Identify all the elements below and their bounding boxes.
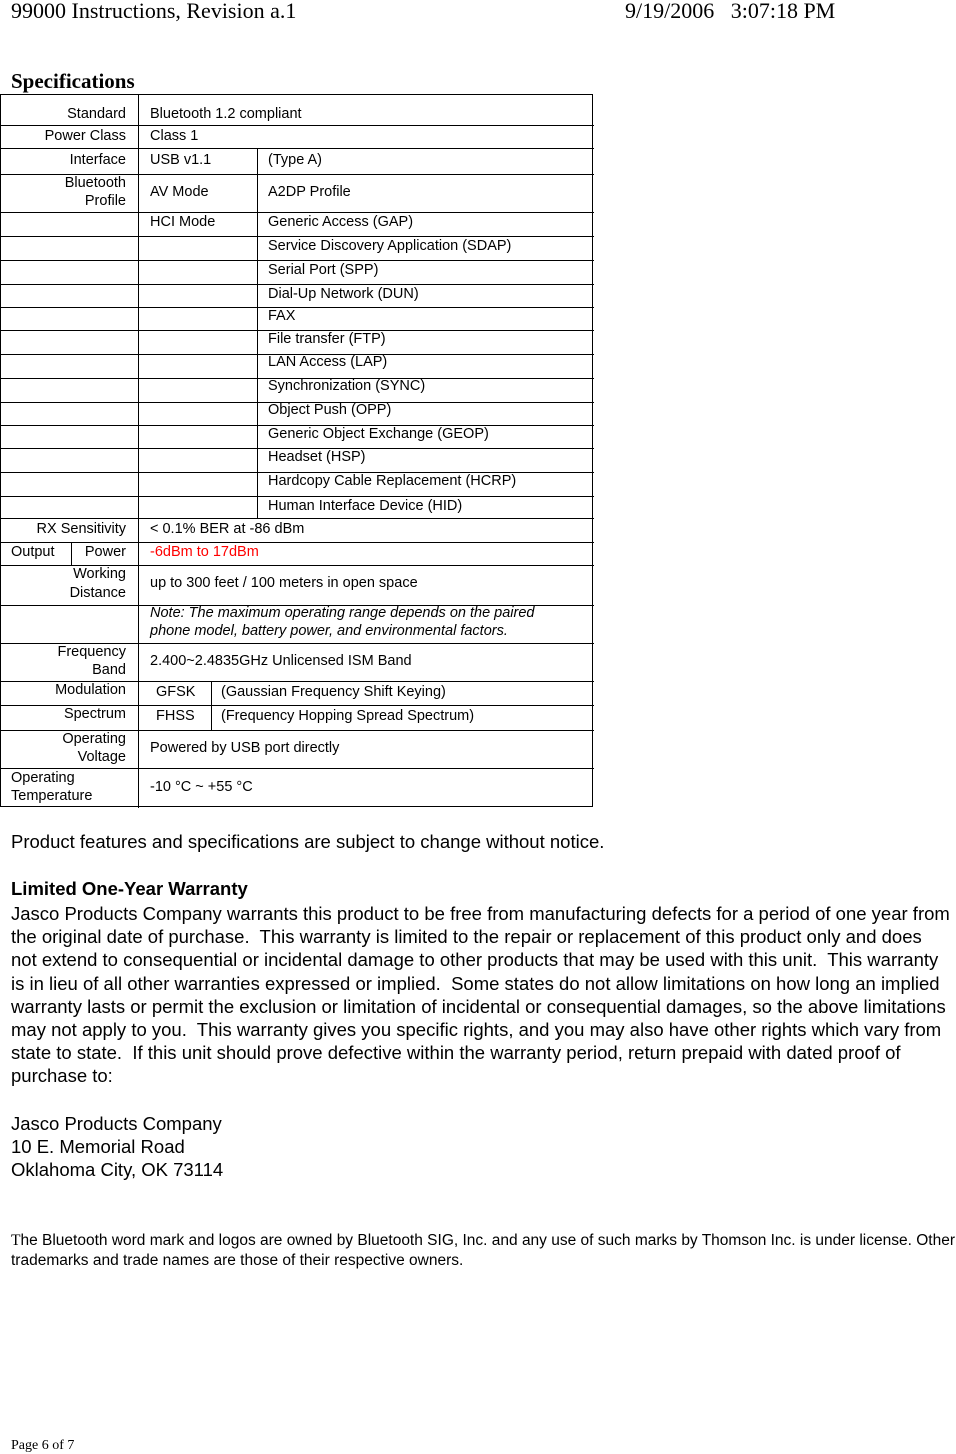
row-divider [1, 284, 594, 285]
profile-item: Object Push (OPP) [268, 402, 392, 418]
trademark-initial: T [11, 1232, 21, 1249]
profile-item: Serial Port (SPP) [268, 262, 379, 278]
profile-item: File transfer (FTP) [268, 331, 386, 347]
page-number: Page 6 of 7 [11, 1438, 75, 1453]
working-distance-label-line2: Distance [69, 585, 126, 601]
range-note-line1: Note: The maximum operating range depends on the paired [150, 605, 535, 621]
operating-temperature-value: -10 °C ~ +55 °C [150, 779, 253, 795]
column-divider [138, 768, 139, 808]
row-divider [1, 307, 594, 308]
av-mode: AV Mode [150, 184, 209, 200]
interface-type: (Type A) [268, 152, 322, 168]
operating-temperature-label-line1: Operating [11, 770, 75, 786]
operating-voltage-value: Powered by USB port directly [150, 740, 340, 756]
range-note-line2: phone model, battery power, and environmental factors. [150, 623, 508, 639]
frequency-band-value: 2.400~2.4835GHz Unlicensed ISM Band [150, 653, 412, 669]
row-divider [1, 125, 594, 126]
spectrum-code: FHSS [156, 708, 195, 724]
profile-item: Dial-Up Network (DUN) [268, 286, 419, 302]
rx-sensitivity-label: RX Sensitivity [36, 521, 126, 537]
interface-value: USB v1.1 [150, 152, 212, 168]
working-distance-label-line1: Working [73, 566, 126, 582]
profile-item: Synchronization (SYNC) [268, 378, 426, 394]
trademark-notice [11, 1231, 956, 1271]
standard-value: Bluetooth 1.2 compliant [150, 106, 302, 122]
row-divider [1, 518, 594, 519]
row-divider [1, 236, 594, 237]
warranty-heading: Limited One-Year Warranty [11, 878, 248, 899]
power-class-label: Power Class [44, 128, 126, 144]
profile-item: Hardcopy Cable Replacement (HCRP) [268, 473, 517, 489]
bluetooth-profile-label-line2: Profile [84, 193, 126, 209]
row-divider [1, 542, 594, 543]
specifications-heading: Specifications [11, 69, 135, 93]
interface-label: Interface [69, 152, 126, 168]
profile-item: Service Discovery Application (SDAP) [268, 238, 512, 254]
profile-item: Generic Access (GAP) [268, 214, 414, 230]
change-notice: Product features and specifications are subject to change without notice. [11, 831, 605, 852]
operating-voltage-label-line1: Operating [62, 731, 126, 747]
column-divider [257, 148, 258, 174]
modulation-code: GFSK [156, 684, 196, 700]
row-divider [1, 496, 594, 497]
address-line2: 10 E. Memorial Road [11, 1136, 185, 1157]
document-header-timestamp: 9/19/2006 3:07:18 PM [625, 0, 836, 23]
column-divider [211, 681, 212, 730]
operating-voltage-label-line2: Voltage [77, 749, 126, 765]
spectrum-label: Spectrum [63, 706, 126, 722]
power-class-value: Class 1 [150, 128, 199, 144]
frequency-band-label-line1: Frequency [57, 644, 126, 660]
profile-item: Human Interface Device (HID) [268, 498, 463, 514]
row-divider [1, 260, 594, 261]
standard-label: Standard [67, 106, 126, 122]
profile-item: Generic Object Exchange (GEOP) [268, 426, 489, 442]
rx-sensitivity-value: < 0.1% BER at -86 dBm [150, 521, 305, 537]
trademark-text: he Bluetooth word mark and logos are owned by Bluetooth SIG, Inc. and any use of such marks by Thomson Inc. is under license. Other trademarks and trade names are those of their respective owners. [11, 1232, 955, 1269]
column-divider [71, 542, 72, 565]
spectrum-description: (Frequency Hopping Spread Spectrum) [221, 708, 475, 724]
row-divider [1, 768, 594, 769]
output-label: Output [11, 544, 55, 560]
bluetooth-profile-label-line1: Bluetooth [64, 175, 126, 191]
column-divider [138, 95, 139, 518]
profile-item: LAN Access (LAP) [268, 354, 388, 370]
operating-temperature-label-line2: Temperature [11, 788, 93, 804]
modulation-description: (Gaussian Frequency Shift Keying) [221, 684, 446, 700]
warranty-body: Jasco Products Company warrants this product to be free from manufacturing defects for a period of one year from the original date of purchase. This warranty is limited to the repair or replacement of this product only and does not extend to consequential or incidental damage to other products that may be used with this unit. This warranty is in lieu of all other warranties expressed or implied. Some states do not allow limitations on how long an implied warranty lasts or permit the exclusion or limitation of incidental or consequential damages, so the above limitations may not apply to you. This warranty gives you specific rights, and you may also have other rights which vary from state to state. If this unit should prove defective within the warranty period, return prepaid with dated proof of purchase to: [11, 903, 955, 1087]
av-profile: A2DP Profile [268, 184, 351, 200]
working-distance-value: up to 300 feet / 100 meters in open space [150, 575, 418, 591]
column-divider [138, 518, 139, 768]
profile-item: FAX [268, 308, 296, 324]
document-header-title: 99000 Instructions, Revision a.1 [11, 0, 297, 23]
power-label: Power [84, 544, 126, 560]
output-power-value: -6dBm to 17dBm [150, 544, 259, 560]
hci-mode: HCI Mode [150, 214, 216, 230]
profile-item: Headset (HSP) [268, 449, 366, 465]
row-divider [1, 148, 594, 149]
address-line3: Oklahoma City, OK 73114 [11, 1159, 224, 1180]
column-divider [257, 174, 258, 212]
row-divider [1, 212, 594, 213]
frequency-band-label-line2: Band [92, 662, 126, 678]
modulation-label: Modulation [55, 682, 126, 698]
column-divider [257, 212, 258, 518]
address-line1: Jasco Products Company [11, 1113, 222, 1134]
